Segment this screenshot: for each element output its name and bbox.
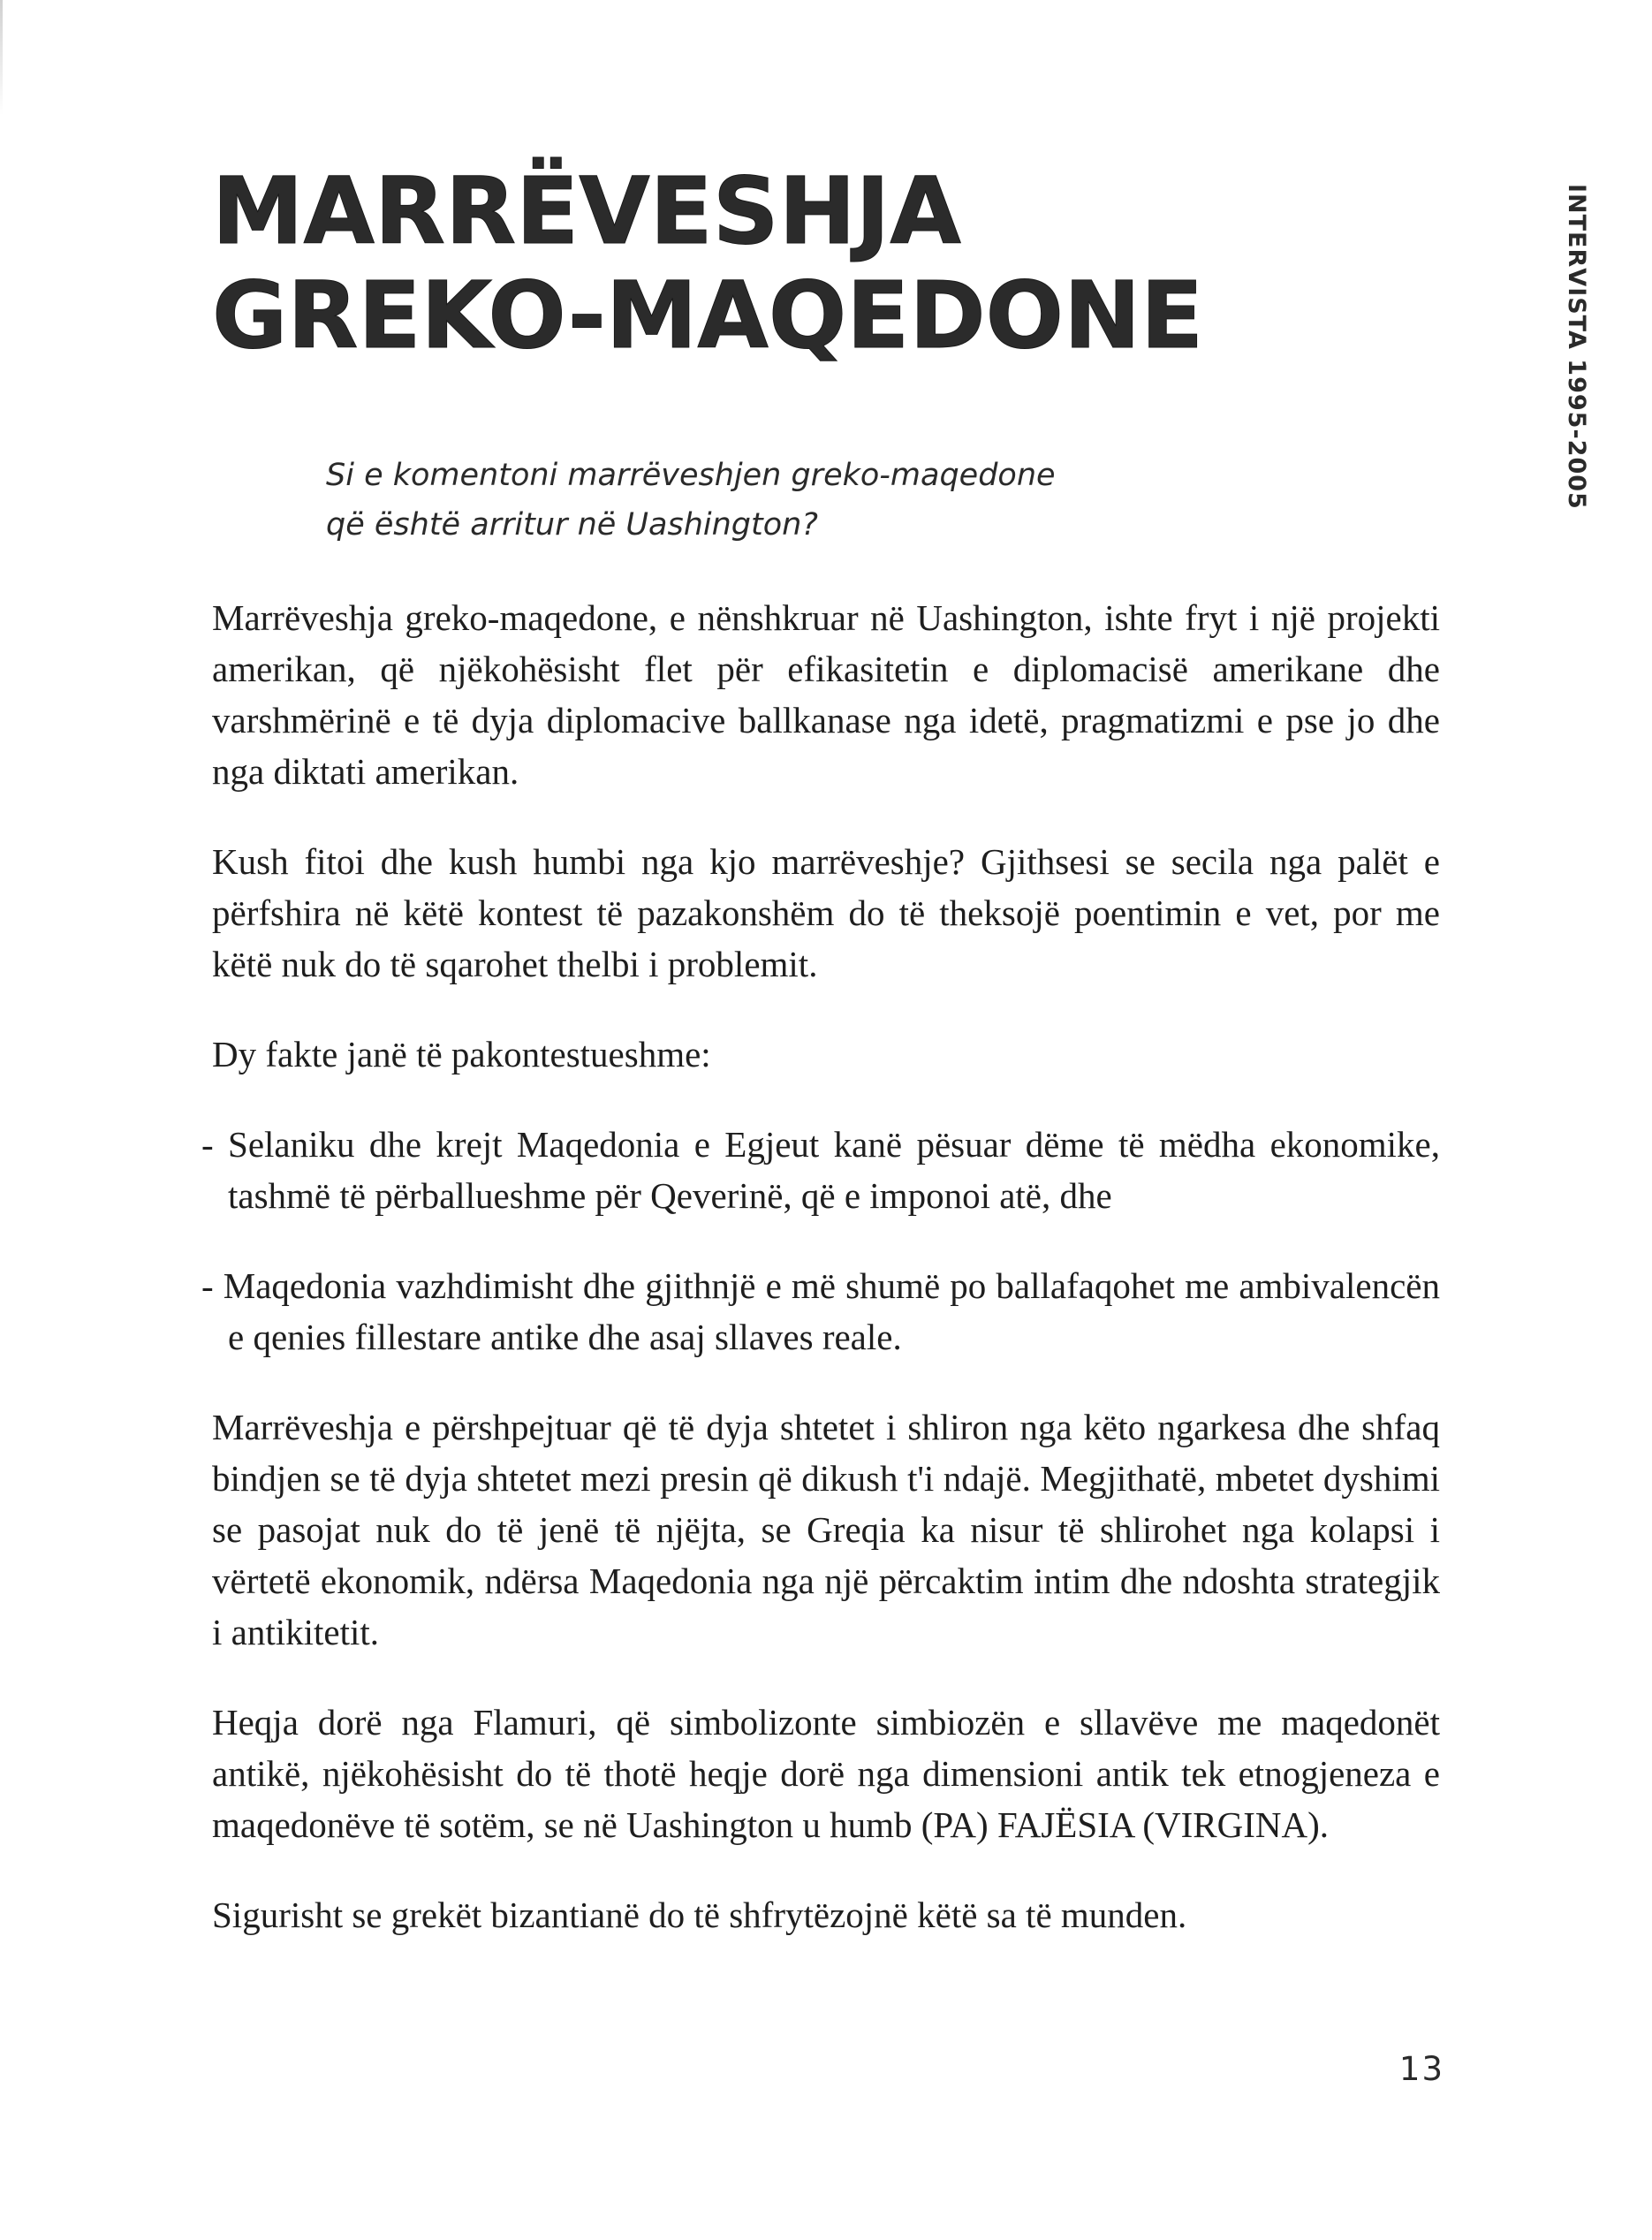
question-line-2: që është arritur në Uashington? [326, 507, 818, 543]
question-line-1: Si e komentoni marrëveshjen greko-maqedone [326, 458, 1056, 493]
paragraph-3: Dy fakte janë të pakontestueshme: [212, 1034, 711, 1074]
title-line-1: MARRËVESHJA [212, 157, 961, 265]
page-title [212, 159, 1203, 368]
paragraph-6: Sigurisht se grekët bizantianë do të shfrytëzojnë këtë sa të munden. [212, 1895, 1187, 1935]
interview-question [326, 451, 1209, 550]
bullet-item-2: - Maqedonia vazhdimisht dhe gjithnjë e më shumë po ballafaqohet me ambivalencën e qenies fillestare antike dhe asaj sllaves reale. [201, 1265, 1440, 1357]
scan-edge-mark [0, 0, 3, 115]
paragraph-5: Heqja dorë nga Flamuri, që simbolizonte simbiozën e sllavëve me maqedonët antikë, njëkohësisht do të thotë heqje dorë nga dimensioni antik tek etnogjeneza e maqedonëve të sotëm, se në Uashington u humb (PA) FAJËSIA (VIRGINA). [212, 1702, 1440, 1845]
title-line-2: GREKO-MAQEDONE [212, 262, 1204, 369]
paragraph-2: Kush fitoi dhe kush humbi nga kjo marrëveshje? Gjithsesi se secila nga palët e përfshira në këtë kontest të pazakonshëm do të theksojë poentimin e vet, por me këtë nuk do të sqarohet thelbi i problemit. [212, 841, 1440, 984]
bullet-item-1: - Selaniku dhe krejt Maqedonia e Egjeut kanë pësuar dëme të mëdha ekonomike, tashmë të përballueshme për Qeverinë, që e imponoi atë, dhe [201, 1124, 1440, 1216]
section-side-label: INTERVISTA 1995-2005 [1563, 184, 1590, 510]
paragraph-1: Marrëveshja greko-maqedone, e nënshkruar në Uashington, ishte fryt i një projekti amerikan, që njëkohësisht flet për efikasitetin e diplomacisë amerikane dhe varshmërinë e të dyja diplomacive ballkanase nga idetë, pragmatizmi e pse jo dhe nga diktati amerikan. [212, 597, 1440, 792]
page-number: 13 [1398, 2050, 1444, 2088]
paragraph-4: Marrëveshja e përshpejtuar që të dyja shtetet i shliron nga këto ngarkesa dhe shfaq bindjen se të dyja shtetet mezi presin që dikush t'i ndajë. Megjithatë, mbetet dyshimi se pasojat nuk do të jenë të njëjta, se Greqia ka nisur të shlirohet nga kolapsi i vërtetë ekonomik, ndërsa Maqedonia nga një përcaktim intim dhe ndoshta strategjik i antikitetit. [212, 1407, 1440, 1652]
article-body [201, 592, 1440, 1979]
